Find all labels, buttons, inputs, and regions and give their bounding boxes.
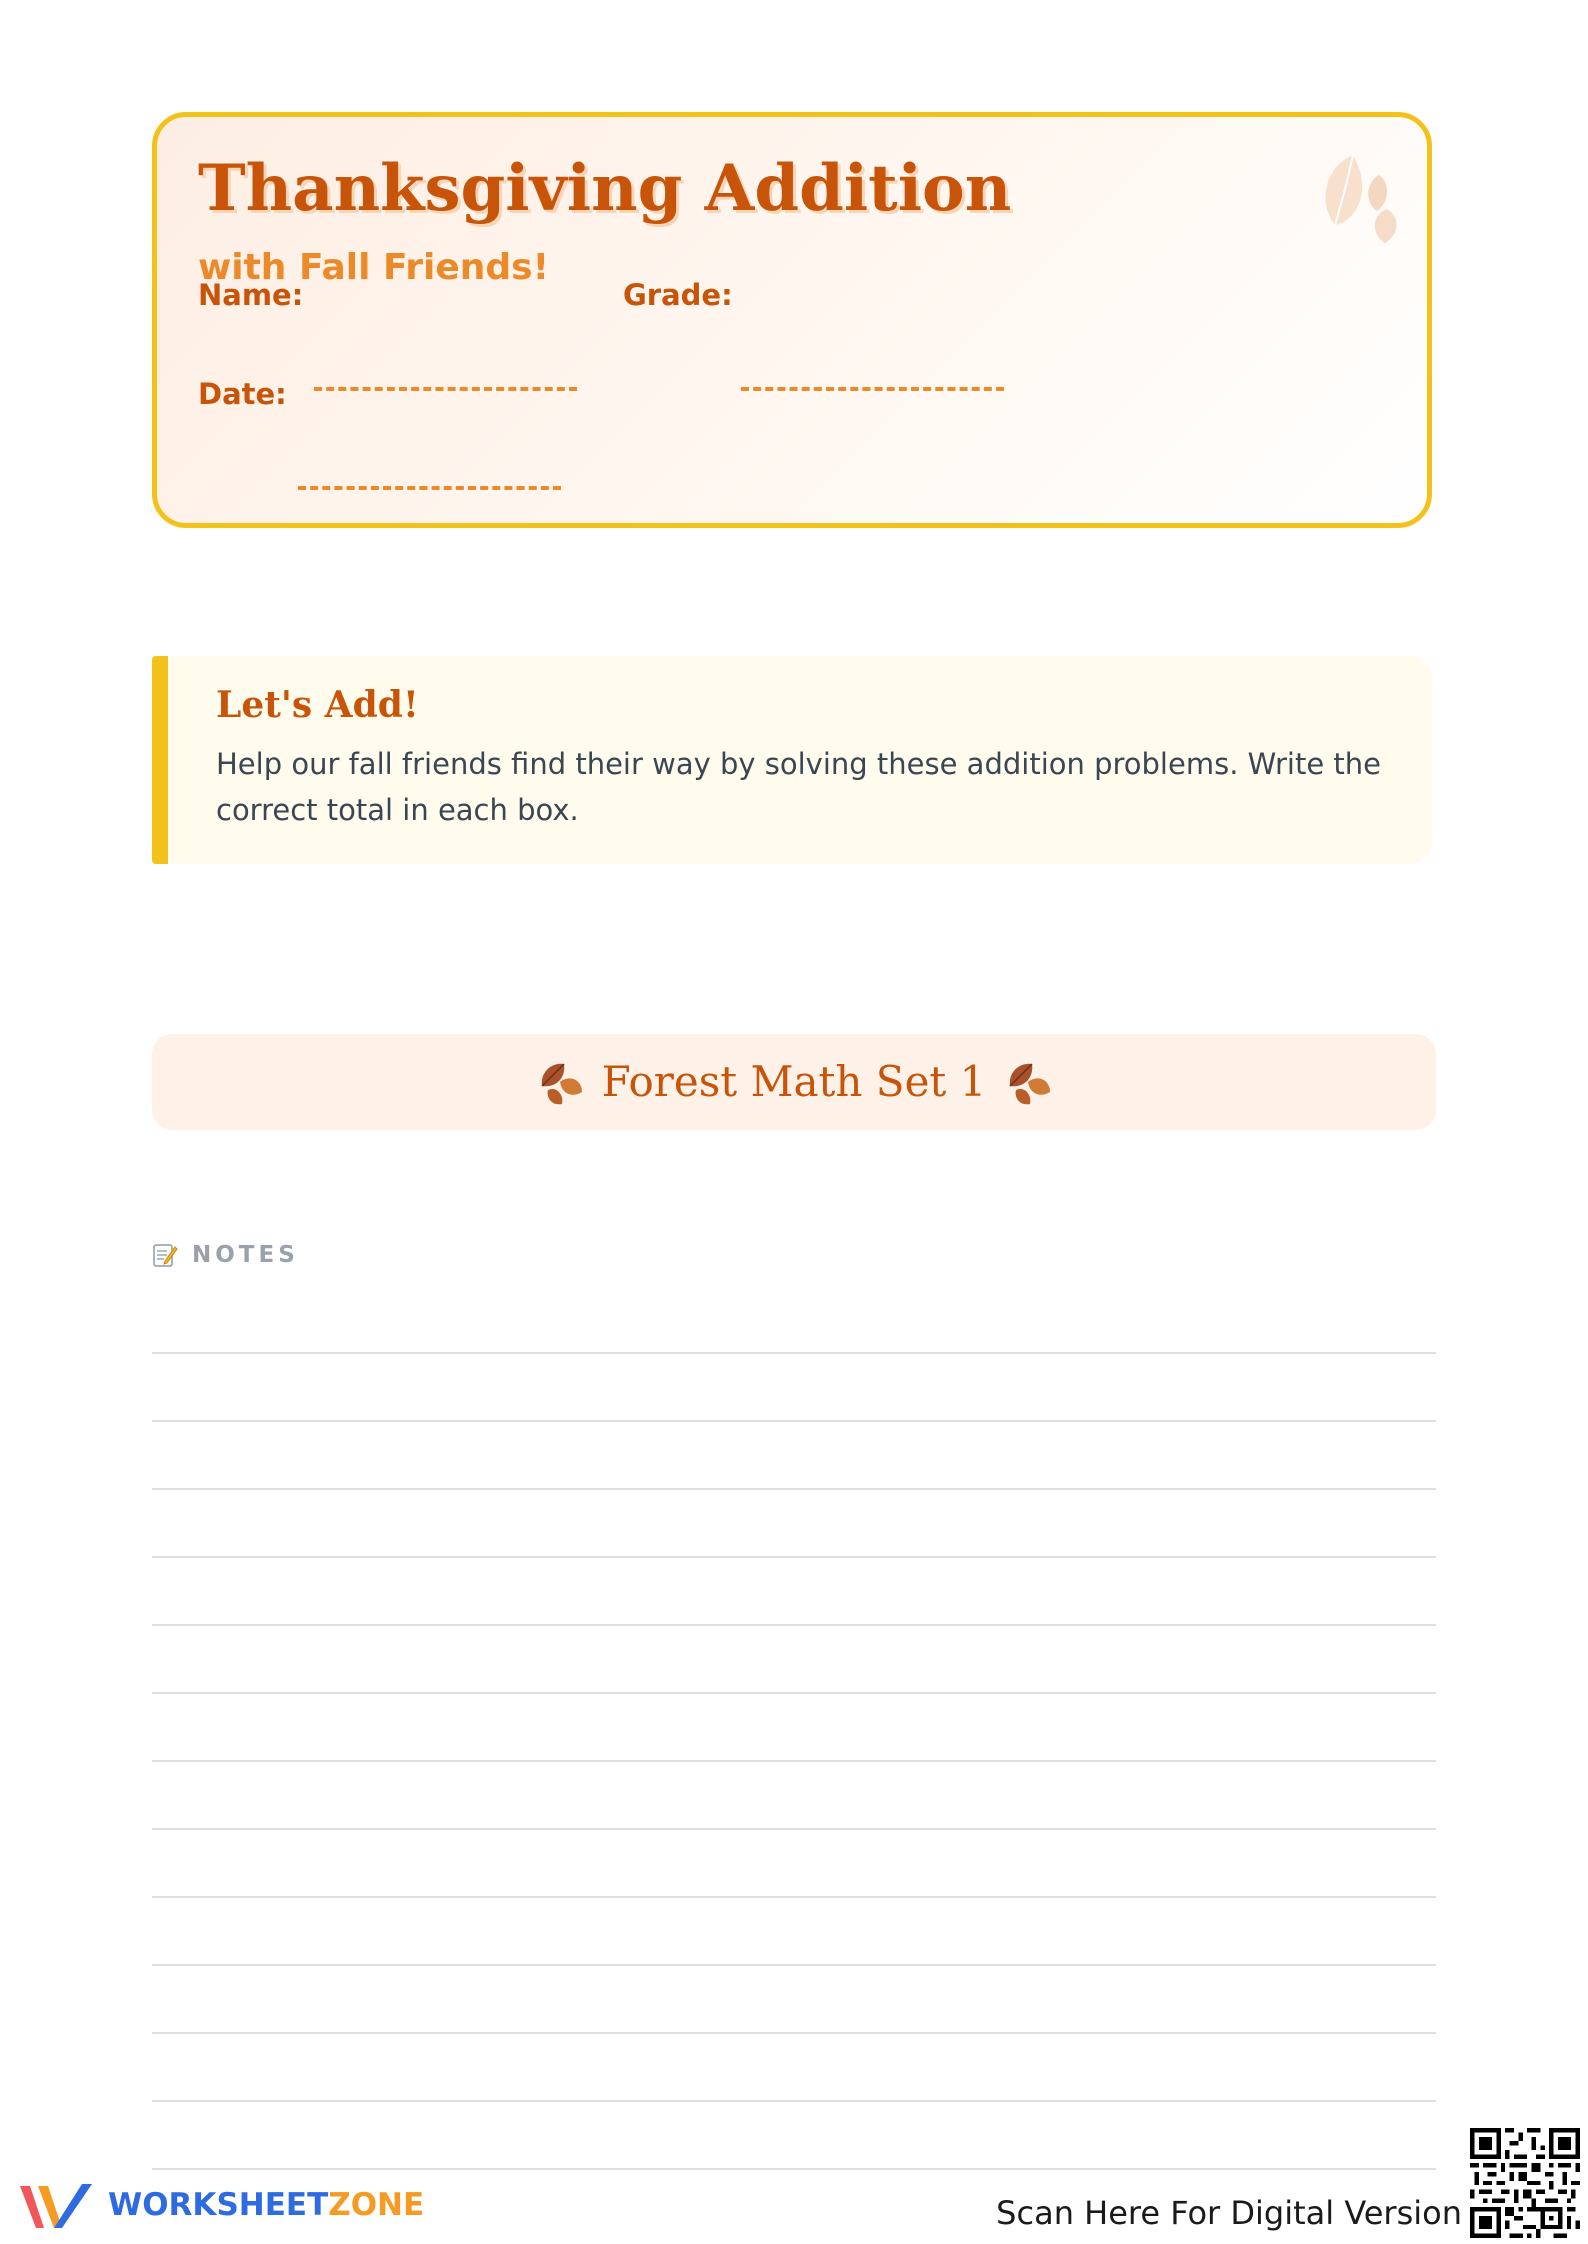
set-title: Forest Math Set 1 <box>601 1057 987 1106</box>
qr-code-icon[interactable] <box>1470 2128 1580 2238</box>
notes-line[interactable] <box>152 2168 1436 2170</box>
notes-line[interactable] <box>152 1896 1436 1898</box>
notes-line[interactable] <box>152 1624 1436 1626</box>
scan-instruction: Scan Here For Digital Version <box>996 2194 1462 2232</box>
notes-line[interactable] <box>152 1420 1436 1422</box>
grade-field-line[interactable] <box>741 387 1004 391</box>
logo-text-worksheet: WORKSHEET <box>108 2186 329 2223</box>
date-field-label: Date: <box>198 377 287 411</box>
date-field-line[interactable] <box>298 486 561 490</box>
fallen-leaves-icon <box>534 1056 586 1108</box>
w-logo-icon <box>16 2176 98 2234</box>
instructions-box <box>152 656 1432 864</box>
notes-line[interactable] <box>152 2032 1436 2034</box>
worksheet-header-card <box>152 112 1432 528</box>
name-field-label: Name: <box>198 278 304 312</box>
notes-line[interactable] <box>152 1760 1436 1762</box>
notes-line[interactable] <box>152 1488 1436 1490</box>
name-field-line[interactable] <box>314 387 577 391</box>
notes-line[interactable] <box>152 1692 1436 1694</box>
instructions-text: Help our fall friends find their way by solving these addition problems. Write the correct total in each box. <box>216 747 1381 827</box>
grade-field-label: Grade: <box>623 278 733 312</box>
logo-text-zone: ZONE <box>328 2186 425 2223</box>
notes-line[interactable] <box>152 1352 1436 1354</box>
notes-line[interactable] <box>152 1828 1436 1830</box>
notes-line[interactable] <box>152 1964 1436 1966</box>
notes-line[interactable] <box>152 2100 1436 2102</box>
notes-label: NOTES <box>192 1241 299 1268</box>
worksheet-title: Thanksgiving Addition <box>198 151 1012 226</box>
worksheet-subtitle: with Fall Friends! <box>198 247 549 288</box>
notes-header <box>152 1240 299 1270</box>
memo-icon <box>152 1242 178 1268</box>
notes-line[interactable] <box>152 1556 1436 1558</box>
worksheetzone-logo[interactable] <box>16 2176 424 2234</box>
fallen-leaves-icon <box>1002 1056 1054 1108</box>
leaves-icon <box>1305 147 1405 247</box>
forest-math-set-banner <box>152 1034 1436 1130</box>
instructions-title: Let's Add! <box>216 684 419 726</box>
